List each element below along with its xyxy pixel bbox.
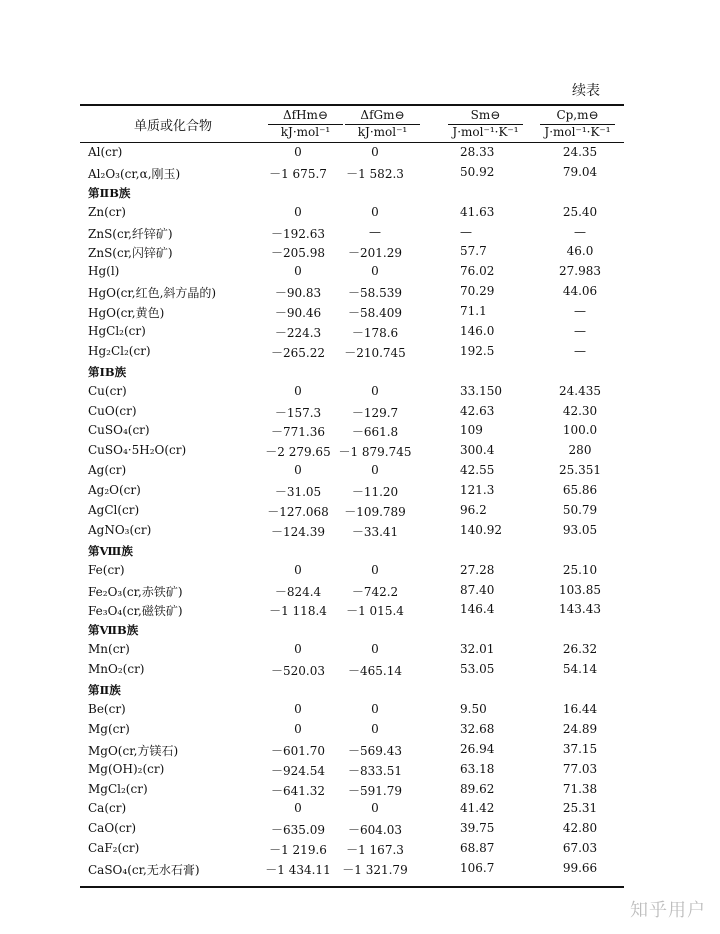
gibbs-cell: －465.14 xyxy=(348,664,402,679)
gibbs-cell: 0 xyxy=(371,145,379,159)
gibbs-cell: －109.789 xyxy=(344,505,406,520)
heat-capacity-cell: 79.04 xyxy=(562,164,598,179)
substance-name: MnO₂(cr) xyxy=(88,662,145,677)
enthalpy-cell: －1 219.6 xyxy=(269,843,327,858)
gibbs-cell: －58.539 xyxy=(348,286,402,301)
header-heat-capacity-unit: J·mol⁻¹·K⁻¹ xyxy=(544,125,611,139)
header-enthalpy-unit: kJ·mol⁻¹ xyxy=(280,125,331,139)
gibbs-cell: －178.6 xyxy=(351,326,399,341)
group-heading-row xyxy=(80,183,624,203)
entropy-cell: 32.68 xyxy=(460,721,495,736)
heat-capacity-cell: 25.351 xyxy=(559,463,601,478)
table-row xyxy=(80,242,624,262)
substance-name: Ca(cr) xyxy=(88,801,127,816)
substance-name: Fe(cr) xyxy=(88,562,125,577)
substance-name: CaF₂(cr) xyxy=(88,841,140,856)
gibbs-cell: －833.51 xyxy=(348,763,402,778)
gibbs-cell: 0 xyxy=(371,204,379,219)
group-heading-row xyxy=(80,362,624,382)
table-row xyxy=(80,561,624,581)
header-name: 单质或化合物 xyxy=(133,119,212,134)
table-row xyxy=(80,421,624,441)
substance-name: ZnS(cr,纤锌矿) xyxy=(88,226,173,241)
table-row xyxy=(80,282,624,302)
table-row xyxy=(80,203,624,223)
substance-name: Al₂O₃(cr,α,刚玉) xyxy=(88,166,181,181)
header-gibbs-unit: kJ·mol⁻¹ xyxy=(357,125,408,139)
heat-capacity-cell: 54.14 xyxy=(562,662,598,677)
substance-name: MgCl₂(cr) xyxy=(88,781,148,796)
group-heading-row xyxy=(80,620,624,640)
table-row xyxy=(80,819,624,839)
substance-name: Zn(cr) xyxy=(88,204,126,219)
entropy-cell: 27.28 xyxy=(460,562,495,577)
table-row xyxy=(80,780,624,800)
heat-capacity-cell: 77.03 xyxy=(562,761,598,776)
enthalpy-cell: －641.32 xyxy=(271,783,325,798)
gibbs-cell: －569.43 xyxy=(348,743,402,758)
header-heat-capacity-symbol: Cp,m⊖ xyxy=(540,108,615,125)
substance-name: ZnS(cr,闪锌矿) xyxy=(88,246,173,261)
substance-name: Be(cr) xyxy=(88,701,126,716)
substance-name: Mn(cr) xyxy=(88,642,130,657)
substance-name: CaO(cr) xyxy=(88,821,136,836)
heat-capacity-cell: 24.89 xyxy=(562,721,598,736)
enthalpy-cell: －2 279.65 xyxy=(265,445,331,460)
gibbs-cell: 0 xyxy=(371,463,379,478)
heat-capacity-cell: 27.983 xyxy=(559,264,601,279)
gibbs-cell: －58.409 xyxy=(348,306,402,321)
table-row xyxy=(80,262,624,282)
heat-capacity-cell: 99.66 xyxy=(562,861,598,876)
header-gibbs xyxy=(335,108,430,140)
entropy-cell: 33.150 xyxy=(460,383,502,398)
group-heading: 第Ⅱ族 xyxy=(88,683,121,698)
heat-capacity-cell: 67.03 xyxy=(562,841,598,856)
enthalpy-cell: －924.54 xyxy=(271,763,325,778)
entropy-cell: 109 xyxy=(460,423,483,438)
gibbs-cell: 0 xyxy=(371,264,379,279)
substance-name: CuSO₄(cr) xyxy=(88,423,150,438)
heat-capacity-cell: 71.38 xyxy=(562,781,598,796)
entropy-cell: 41.42 xyxy=(460,801,495,816)
entropy-cell: 96.2 xyxy=(460,503,487,518)
heat-capacity-cell: 42.30 xyxy=(562,403,598,418)
enthalpy-cell: 0 xyxy=(294,145,302,159)
gibbs-cell: －1 321.79 xyxy=(342,863,408,878)
gibbs-cell: 0 xyxy=(371,721,379,736)
header-entropy-unit: J·mol⁻¹·K⁻¹ xyxy=(452,125,519,139)
entropy-cell: 71.1 xyxy=(460,304,487,319)
gibbs-cell: －742.2 xyxy=(351,584,399,599)
enthalpy-cell: －1 675.7 xyxy=(269,166,327,181)
heat-capacity-cell: 26.32 xyxy=(562,642,598,657)
enthalpy-cell: －824.4 xyxy=(274,584,322,599)
substance-name: CuSO₄·5H₂O(cr) xyxy=(88,443,187,458)
gibbs-cell: －1 879.745 xyxy=(338,445,412,460)
gibbs-cell: －1 582.3 xyxy=(346,166,404,181)
substance-name: Fe₂O₃(cr,赤铁矿) xyxy=(88,584,183,599)
gibbs-cell: －591.79 xyxy=(348,783,402,798)
substance-name: Ag₂O(cr) xyxy=(88,483,141,498)
substance-name: Fe₃O₄(cr,磁铁矿) xyxy=(88,604,183,619)
heat-capacity-cell: — xyxy=(574,324,586,339)
substance-name: Al(cr) xyxy=(88,145,123,159)
heat-capacity-cell: — xyxy=(574,343,586,358)
enthalpy-cell: 0 xyxy=(294,801,302,816)
enthalpy-cell: 0 xyxy=(294,463,302,478)
entropy-cell: 42.63 xyxy=(460,403,495,418)
header-entropy xyxy=(438,108,533,140)
heat-capacity-cell: 50.79 xyxy=(562,503,598,518)
entropy-cell: — xyxy=(460,224,472,239)
table-bottom-rule xyxy=(80,886,624,888)
substance-name: AgCl(cr) xyxy=(88,503,140,518)
table-row xyxy=(80,760,624,780)
substance-name: Cu(cr) xyxy=(88,383,127,398)
enthalpy-cell: －205.98 xyxy=(271,246,325,261)
enthalpy-cell: －31.05 xyxy=(274,485,322,500)
enthalpy-cell: －601.70 xyxy=(271,743,325,758)
substance-name: CaSO₄(cr,无水石膏) xyxy=(88,863,200,878)
gibbs-cell: 0 xyxy=(371,383,379,398)
table-row xyxy=(80,740,624,760)
substance-name: HgO(cr,黄色) xyxy=(88,306,165,321)
table-row xyxy=(80,600,624,620)
gibbs-cell: －129.7 xyxy=(351,405,399,420)
table-row xyxy=(80,223,624,243)
entropy-cell: 32.01 xyxy=(460,642,495,657)
entropy-cell: 140.92 xyxy=(460,522,502,537)
heat-capacity-cell: 37.15 xyxy=(562,741,598,756)
table-row xyxy=(80,799,624,819)
entropy-cell: 106.7 xyxy=(460,861,495,876)
heat-capacity-cell: — xyxy=(574,224,586,239)
enthalpy-cell: 0 xyxy=(294,383,302,398)
heat-capacity-cell: 25.10 xyxy=(562,562,598,577)
group-heading: 第ⅠB族 xyxy=(88,364,127,379)
gibbs-cell: －33.41 xyxy=(351,524,399,539)
entropy-cell: 146.0 xyxy=(460,324,495,339)
entropy-cell: 146.4 xyxy=(460,602,495,617)
heat-capacity-cell: 25.40 xyxy=(562,204,598,219)
enthalpy-cell: －520.03 xyxy=(271,664,325,679)
heat-capacity-cell: 16.44 xyxy=(562,701,598,716)
table-row xyxy=(80,640,624,660)
entropy-cell: 87.40 xyxy=(460,582,495,597)
enthalpy-cell: －265.22 xyxy=(271,345,325,360)
entropy-cell: 42.55 xyxy=(460,463,495,478)
header-heat-capacity xyxy=(530,108,625,140)
gibbs-cell: 0 xyxy=(371,701,379,716)
table-row xyxy=(80,501,624,521)
header-gibbs-symbol: ΔfGm⊖ xyxy=(345,108,420,125)
entropy-cell: 300.4 xyxy=(460,443,495,458)
substance-name: Mg(cr) xyxy=(88,721,130,736)
heat-capacity-cell: 93.05 xyxy=(562,522,598,537)
entropy-cell: 89.62 xyxy=(460,781,495,796)
enthalpy-cell: 0 xyxy=(294,642,302,657)
enthalpy-cell: －127.068 xyxy=(267,505,329,520)
enthalpy-cell: 0 xyxy=(294,721,302,736)
gibbs-cell: — xyxy=(369,224,381,239)
substance-name: HgCl₂(cr) xyxy=(88,324,146,339)
gibbs-cell: －661.8 xyxy=(351,425,399,440)
substance-name: AgNO₃(cr) xyxy=(88,522,152,537)
entropy-cell: 28.33 xyxy=(460,145,495,159)
table-row xyxy=(80,521,624,541)
table-row xyxy=(80,700,624,720)
table-row xyxy=(80,481,624,501)
group-heading: 第Ⅷ族 xyxy=(88,543,133,558)
entropy-cell: 39.75 xyxy=(460,821,495,836)
enthalpy-cell: 0 xyxy=(294,204,302,219)
table-row xyxy=(80,839,624,859)
gibbs-cell: 0 xyxy=(371,801,379,816)
heat-capacity-cell: — xyxy=(574,304,586,319)
table-row xyxy=(80,859,624,879)
heat-capacity-cell: 280 xyxy=(568,443,592,458)
gibbs-cell: 0 xyxy=(371,562,379,577)
enthalpy-cell: －1 118.4 xyxy=(269,604,327,619)
entropy-cell: 41.63 xyxy=(460,204,495,219)
entropy-cell: 121.3 xyxy=(460,483,495,498)
entropy-cell: 63.18 xyxy=(460,761,495,776)
table-row xyxy=(80,342,624,362)
table-row xyxy=(80,402,624,422)
watermark: 知乎用户 xyxy=(630,900,706,921)
continued-label: 续表 xyxy=(572,83,600,99)
gibbs-cell: －1 167.3 xyxy=(346,843,404,858)
group-heading: 第ⅦB族 xyxy=(88,623,139,638)
entropy-cell: 53.05 xyxy=(460,662,495,677)
enthalpy-cell: －771.36 xyxy=(271,425,325,440)
table-row xyxy=(80,322,624,342)
table-top-rule xyxy=(80,104,624,106)
substance-name: CuO(cr) xyxy=(88,403,137,418)
enthalpy-cell: －635.09 xyxy=(271,823,325,838)
heat-capacity-cell: 44.06 xyxy=(562,284,598,299)
entropy-cell: 57.7 xyxy=(460,244,487,259)
heat-capacity-cell: 46.0 xyxy=(566,244,594,259)
heat-capacity-cell: 65.86 xyxy=(562,483,598,498)
substance-name: Hg(l) xyxy=(88,264,120,279)
heat-capacity-cell: 143.43 xyxy=(559,602,601,617)
heat-capacity-cell: 25.31 xyxy=(562,801,598,816)
enthalpy-cell: －157.3 xyxy=(274,405,322,420)
gibbs-cell: －1 015.4 xyxy=(346,604,404,619)
enthalpy-cell: 0 xyxy=(294,701,302,716)
gibbs-cell: －604.03 xyxy=(348,823,402,838)
table-row xyxy=(80,660,624,680)
table-row xyxy=(80,461,624,481)
heat-capacity-cell: 24.435 xyxy=(559,383,601,398)
gibbs-cell: －201.29 xyxy=(348,246,402,261)
enthalpy-cell: 0 xyxy=(294,264,302,279)
entropy-cell: 68.87 xyxy=(460,841,495,856)
substance-name: MgO(cr,方镁石) xyxy=(88,743,179,758)
table-body xyxy=(80,143,624,879)
heat-capacity-cell: 24.35 xyxy=(562,145,598,159)
enthalpy-cell: －90.83 xyxy=(274,286,322,301)
enthalpy-cell: －124.39 xyxy=(271,524,325,539)
substance-name: Mg(OH)₂(cr) xyxy=(88,761,165,776)
header-entropy-symbol: Sm⊖ xyxy=(448,108,523,125)
entropy-cell: 76.02 xyxy=(460,264,495,279)
entropy-cell: 9.50 xyxy=(460,701,487,716)
gibbs-cell: 0 xyxy=(371,642,379,657)
group-heading-row xyxy=(80,680,624,700)
substance-name: Ag(cr) xyxy=(88,463,127,478)
group-heading: 第ⅡB族 xyxy=(88,185,131,200)
table-row xyxy=(80,143,624,163)
enthalpy-cell: －90.46 xyxy=(274,306,322,321)
entropy-cell: 192.5 xyxy=(460,343,495,358)
heat-capacity-cell: 100.0 xyxy=(562,423,598,438)
enthalpy-cell: 0 xyxy=(294,562,302,577)
enthalpy-cell: －1 434.11 xyxy=(265,863,331,878)
table-row xyxy=(80,382,624,402)
entropy-cell: 26.94 xyxy=(460,741,495,756)
substance-name: Hg₂Cl₂(cr) xyxy=(88,343,151,358)
entropy-cell: 50.92 xyxy=(460,164,495,179)
enthalpy-cell: －192.63 xyxy=(271,226,325,241)
heat-capacity-cell: 42.80 xyxy=(562,821,598,836)
enthalpy-cell: －224.3 xyxy=(274,326,322,341)
table-row xyxy=(80,581,624,601)
table-row xyxy=(80,720,624,740)
gibbs-cell: －210.745 xyxy=(344,345,406,360)
substance-name: HgO(cr,红色,斜方晶的) xyxy=(88,286,217,301)
heat-capacity-cell: 103.85 xyxy=(559,582,601,597)
entropy-cell: 70.29 xyxy=(460,284,495,299)
group-heading-row xyxy=(80,541,624,561)
table-row xyxy=(80,302,624,322)
table-row xyxy=(80,163,624,183)
gibbs-cell: －11.20 xyxy=(351,485,399,500)
header-enthalpy-symbol: ΔfHm⊖ xyxy=(268,108,343,125)
table-row xyxy=(80,441,624,461)
